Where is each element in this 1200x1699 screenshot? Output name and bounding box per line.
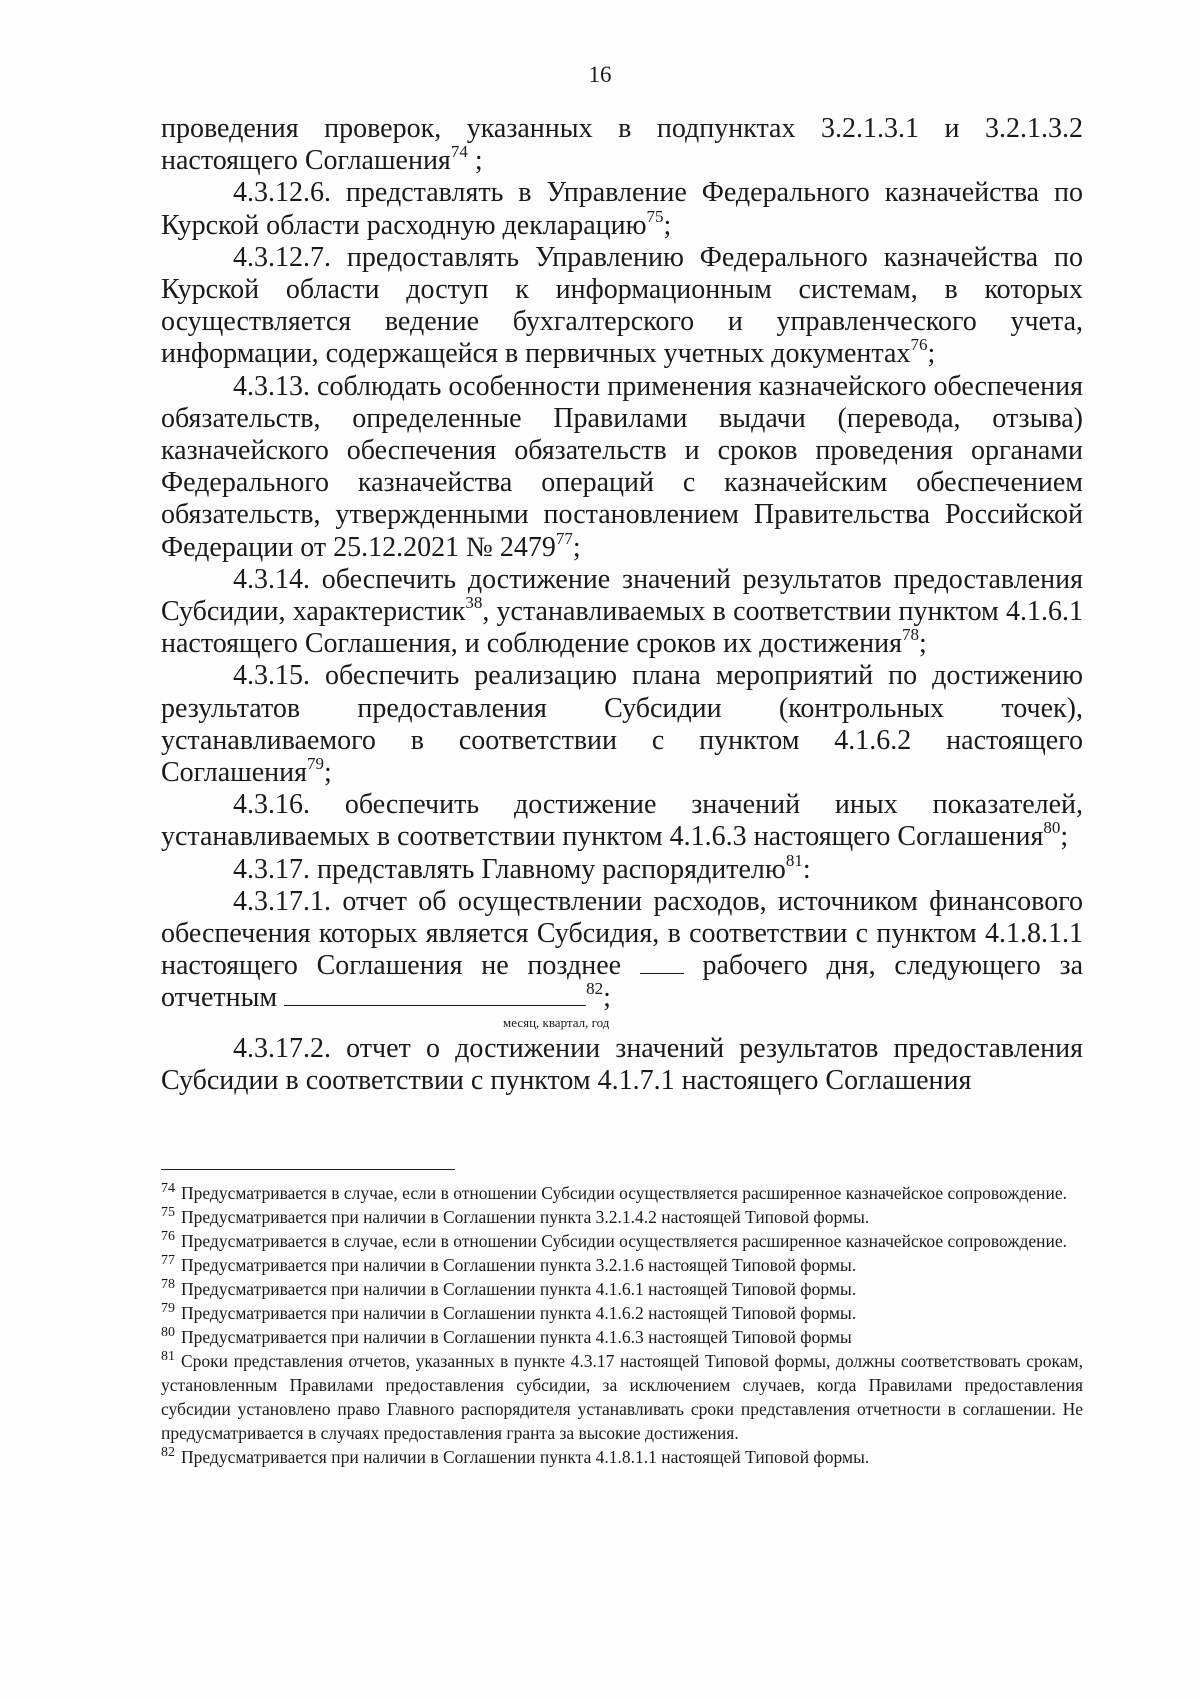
footnote-78: $^{78}$ Предусматривается при наличии в Соглашении пункта 4.1.6.1 настоящей Типовой формы. [161,1277,857,1299]
reporting-period-blank [284,985,586,1006]
footnote-ref-79: 79 [306,754,324,774]
paragraph-4-3-17-1: 4.3.17.1. отчет об осуществлении расходов, источником финансового обеспечения которых является Субсидия, в соответствии с пунктом 4.1.8.1.1 настоящего Соглашения не позднее рабочего дня, следующего за отчетным $^{82}$; [161,885,1083,1014]
page-number: 16 [588,62,612,87]
footnote-ref-80: 80 [1043,818,1061,838]
document-body [161,113,1083,1097]
footnote-82: $^{82}$ Предусматривается при наличии в Соглашении пункта 4.1.8.1.1 настоящей Типовой формы. [161,1445,870,1467]
footnote-75: $^{75}$ Предусматривается при наличии в Соглашении пункта 3.2.1.4.2 настоящей Типовой формы. [161,1205,870,1227]
paragraph-4-3-12-7: 4.3.12.7. предоставлять Управлению Федерального казначейства по Курской области доступ к информационным системам, в которых осуществляется ведение бухгалтерского и управленческого учета, информации, содержащейся в первичных учетных документах$^{76}$; [161,241,1083,370]
footnote-ref-75: 75 [646,206,664,226]
reporting-period-caption: месяц, квартал, год [503,1014,610,1030]
footnote-ref-82: 82 [586,979,604,999]
paragraph-4-3-15: 4.3.15. обеспечить реализацию плана мероприятий по достижению результатов предоставления Субсидии (контрольных точек), устанавливаемого в соответствии с пунктом 4.1.6.2 настоящего Соглашения$^{79}$; [161,660,1083,789]
footnote-81: $^{81}$ Сроки представления отчетов, указанных в пункте 4.3.17 настоящей Типовой формы, должны соответствовать срокам, установленным Правилами предоставления субсидии, за исключением случаев, когда Правилами предоставления субсидии установлено право Главного распорядителя устанавливать сроки представления отчетности в соглашении. Не предусматривается в случаях предоставления гранта за высокие достижения. [161,1349,1083,1443]
paragraph-4-3-13: 4.3.13. соблюдать особенности применения казначейского обеспечения обязательств, определенные Правилами выдачи (перевода, отзыва) казначейского обеспечения обязательств и сроков проведения органами Федерального казначейства операций с казначейским обеспечением обязательств, утвержденными постановлением Правительства Российской Федерации от 25.12.2021 № 2479$^{77}$; [161,370,1083,563]
footnote-ref-78: 78 [901,625,919,645]
footnote-79: $^{79}$ Предусматривается при наличии в Соглашении пункта 4.1.6.2 настоящей Типовой формы. [161,1301,857,1323]
footnote-ref-76: 76 [910,335,928,355]
footnote-ref-74: 74 [450,142,468,162]
working-day-blank [640,953,684,974]
paragraph-4-3-12-6: 4.3.12.6. представлять в Управление Федерального казначейства по Курской области расходную декларацию$^{75}$; [161,177,1083,241]
paragraph-4-3-14: 4.3.14. обеспечить достижение значений результатов предоставления Субсидии, характеристик$^{38}$, устанавливаемых в соответствии пунктом 4.1.6.1 настоящего Соглашения, и соблюдение сроков их достижения$^{78}$; [161,563,1083,660]
footnote-76: $^{76}$ Предусматривается в случае, если в отношении Субсидии осуществляется расширенное казначейское сопровождение. [161,1229,1067,1251]
footnote-ref-38: 38 [465,593,483,613]
paragraph-3-2-1-3: проведения проверок, указанных в подпунктах 3.2.1.3.1 и 3.2.1.3.2 настоящего Соглашения$^{74}$ ; [161,113,1083,177]
footnote-80: $^{80}$ Предусматривается при наличии в Соглашении пункта 4.1.6.3 настоящей Типовой формы [161,1325,852,1347]
footnotes [161,1181,1083,1469]
paragraph-4-3-16: 4.3.16. обеспечить достижение значений иных показателей, устанавливаемых в соответствии пунктом 4.1.6.3 настоящего Соглашения$^{80}$; [161,789,1083,853]
footnote-ref-81: 81 [785,850,803,870]
footnote-74: $^{74}$ Предусматривается в случае, если в отношении Субсидии осуществляется расширенное казначейское сопровождение. [161,1181,1067,1203]
footnote-77: $^{77}$ Предусматривается при наличии в Соглашении пункта 3.2.1.6 настоящей Типовой формы. [161,1253,857,1275]
paragraph-4-3-17: 4.3.17. представлять Главному распорядителю$^{81}$: [233,850,811,885]
paragraph-4-3-17-2: 4.3.17.2. отчет о достижении значений результатов предоставления Субсидии в соответствии с пунктом 4.1.7.1 настоящего Соглашения [161,1032,1083,1096]
footnote-ref-77: 77 [555,528,573,548]
footnote-separator [161,1169,455,1170]
